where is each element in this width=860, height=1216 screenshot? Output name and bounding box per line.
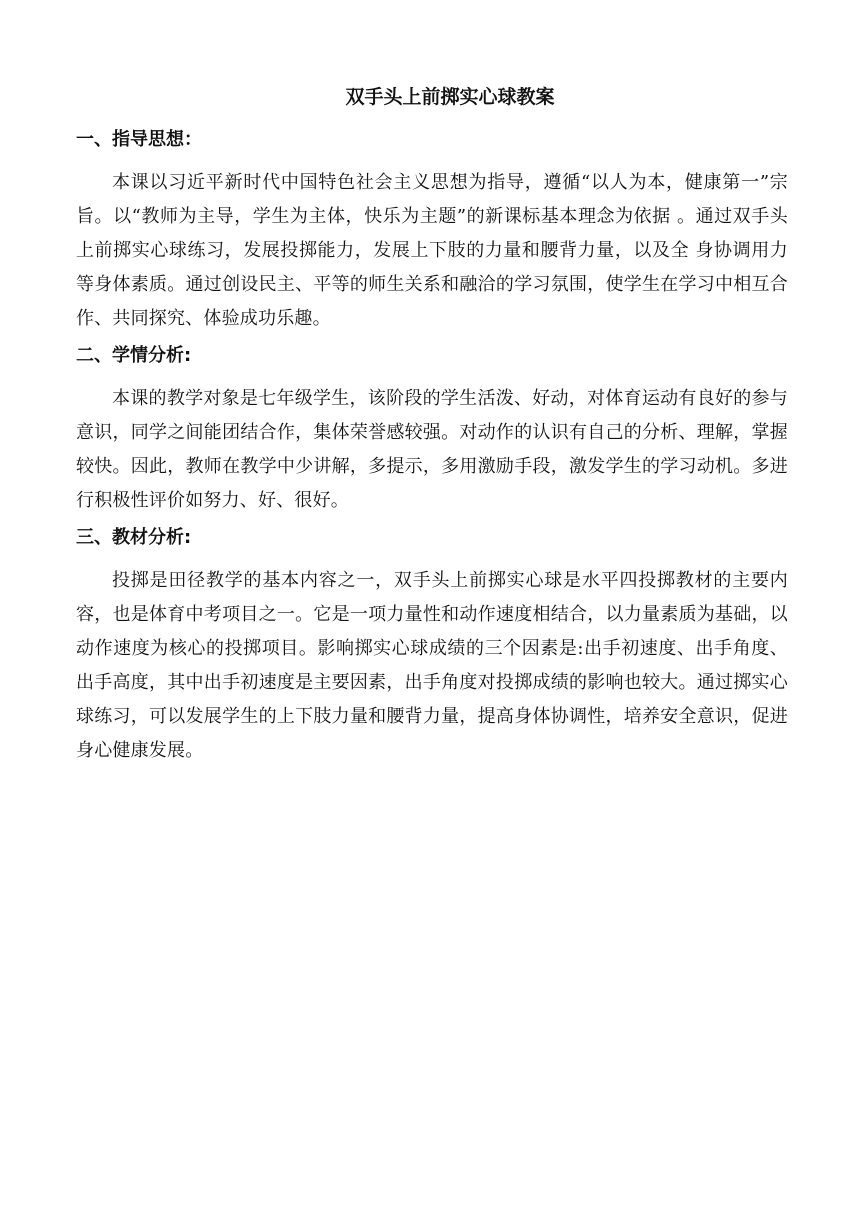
section-paragraph: 投掷是田径教学的基本内容之一，双手头上前掷实心球是水平四投掷教材的主要内容，也是体育中考项目之一。它是一项力量性和动作速度相结合，以力量素质为基础，以动作速度为核心的投掷项目。影响掷实心球成绩的三个因素是:出手初速度、出手角度、出手高度，其中出手初速度是主要因素，出手角度对投掷成绩的影响也较大。通过掷实心球练习，可以发展学生的上下肢力量和腰背力量，提高身体协调性，培养安全意识，促进身心健康发展。 [76,570,788,761]
section-heading: 一、指导思想： [76,129,202,150]
section-heading: 二、学情分析: [76,345,192,366]
document-body [76,126,788,768]
document-title: 双手头上前掷实心球教案 [345,86,555,108]
section-paragraph: 本课的教学对象是七年级学生，该阶段的学生活泼、好动，对体育运动有良好的参与意识，同学之间能团结合作，集体荣誉感较强。对动作的认识有自己的分析、理解，掌握较快。因此，教师在教学中少讲解，多提示，多用激励手段，激发学生的学习动机。多进行积极性评价如努力、好、很好。 [76,388,788,511]
section-material-analysis [76,524,788,768]
section-student-analysis [76,342,788,518]
section-paragraph: 本课以习近平新时代中国特色社会主义思想为指导，遵循“以人为本，健康第一”宗旨。以“教师为主导，学生为主体，快乐为主题”的新课标基本理念为依据 。通过双手头上前掷实心球练习，发展投掷能力，发展上下肢的力量和腰背力量，以及全 身协调用力等身体素质。通过创设民主、平等的师生关系和融洽的学习氛围，使学生在学习中相互合作、共同探究、体验成功乐趣。 [76,172,788,329]
section-guiding-ideology [76,126,788,336]
section-heading: 三、教材分析: [76,527,192,548]
